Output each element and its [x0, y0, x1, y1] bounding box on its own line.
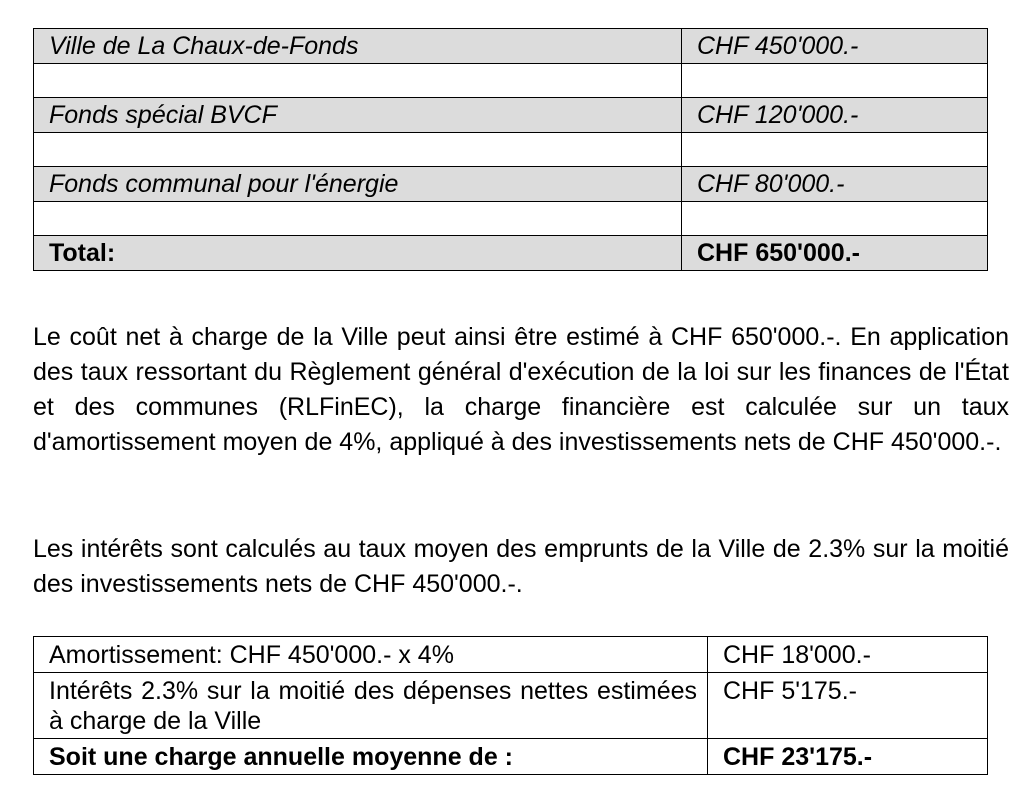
charges-total-label: Soit une charge annuelle moyenne de :: [34, 739, 708, 775]
table-row: [34, 637, 988, 673]
charges-label-cell: Amortissement: CHF 450'000.- x 4%: [34, 637, 708, 673]
funding-label-cell: [34, 132, 682, 167]
charges-amount-cell: CHF 5'175.-: [708, 673, 988, 739]
cost-paragraph: Le coût net à charge de la Ville peut ainsi être estimé à CHF 650'000.-. En application des taux ressortant du Règlement général d'exécution de la loi sur les finances de l'État et des communes (RLFinEC), la charge financière est calculée sur un taux d'amortissement moyen de 4%, appliqué à des investissements nets de CHF 450'000.-.: [33, 323, 1009, 456]
table-row: [34, 98, 988, 133]
charges-total-row: [34, 739, 988, 775]
interest-paragraph: Les intérêts sont calculés au taux moyen des emprunts de la Ville de 2.3% sur la moitié des investissements nets de CHF 450'000.-.: [33, 535, 1009, 598]
funding-amount-cell: [682, 201, 988, 236]
funding-table: [33, 28, 988, 271]
charges-total-amount: CHF 23'175.-: [708, 739, 988, 775]
funding-amount-cell: [682, 63, 988, 98]
table-row: [34, 167, 988, 202]
table-row: [34, 132, 988, 167]
funding-amount-cell: CHF 80'000.-: [682, 167, 988, 202]
funding-total-amount: CHF 650'000.-: [682, 236, 988, 271]
funding-total-row: [34, 236, 988, 271]
funding-amount-cell: [682, 132, 988, 167]
table-row: [34, 63, 988, 98]
funding-total-label: Total:: [34, 236, 682, 271]
funding-label-cell: [34, 63, 682, 98]
charges-amount-cell: CHF 18'000.-: [708, 637, 988, 673]
funding-amount-cell: CHF 450'000.-: [682, 29, 988, 64]
charges-table: [33, 636, 988, 775]
funding-label-cell: Ville de La Chaux-de-Fonds: [34, 29, 682, 64]
funding-label-cell: Fonds communal pour l'énergie: [34, 167, 682, 202]
table-row: [34, 29, 988, 64]
charges-label-cell: Intérêts 2.3% sur la moitié des dépenses nettes estimées à charge de la Ville: [34, 673, 708, 739]
funding-amount-cell: CHF 120'000.-: [682, 98, 988, 133]
table-row: [34, 673, 988, 739]
funding-label-cell: [34, 201, 682, 236]
funding-label-cell: Fonds spécial BVCF: [34, 98, 682, 133]
table-row: [34, 201, 988, 236]
